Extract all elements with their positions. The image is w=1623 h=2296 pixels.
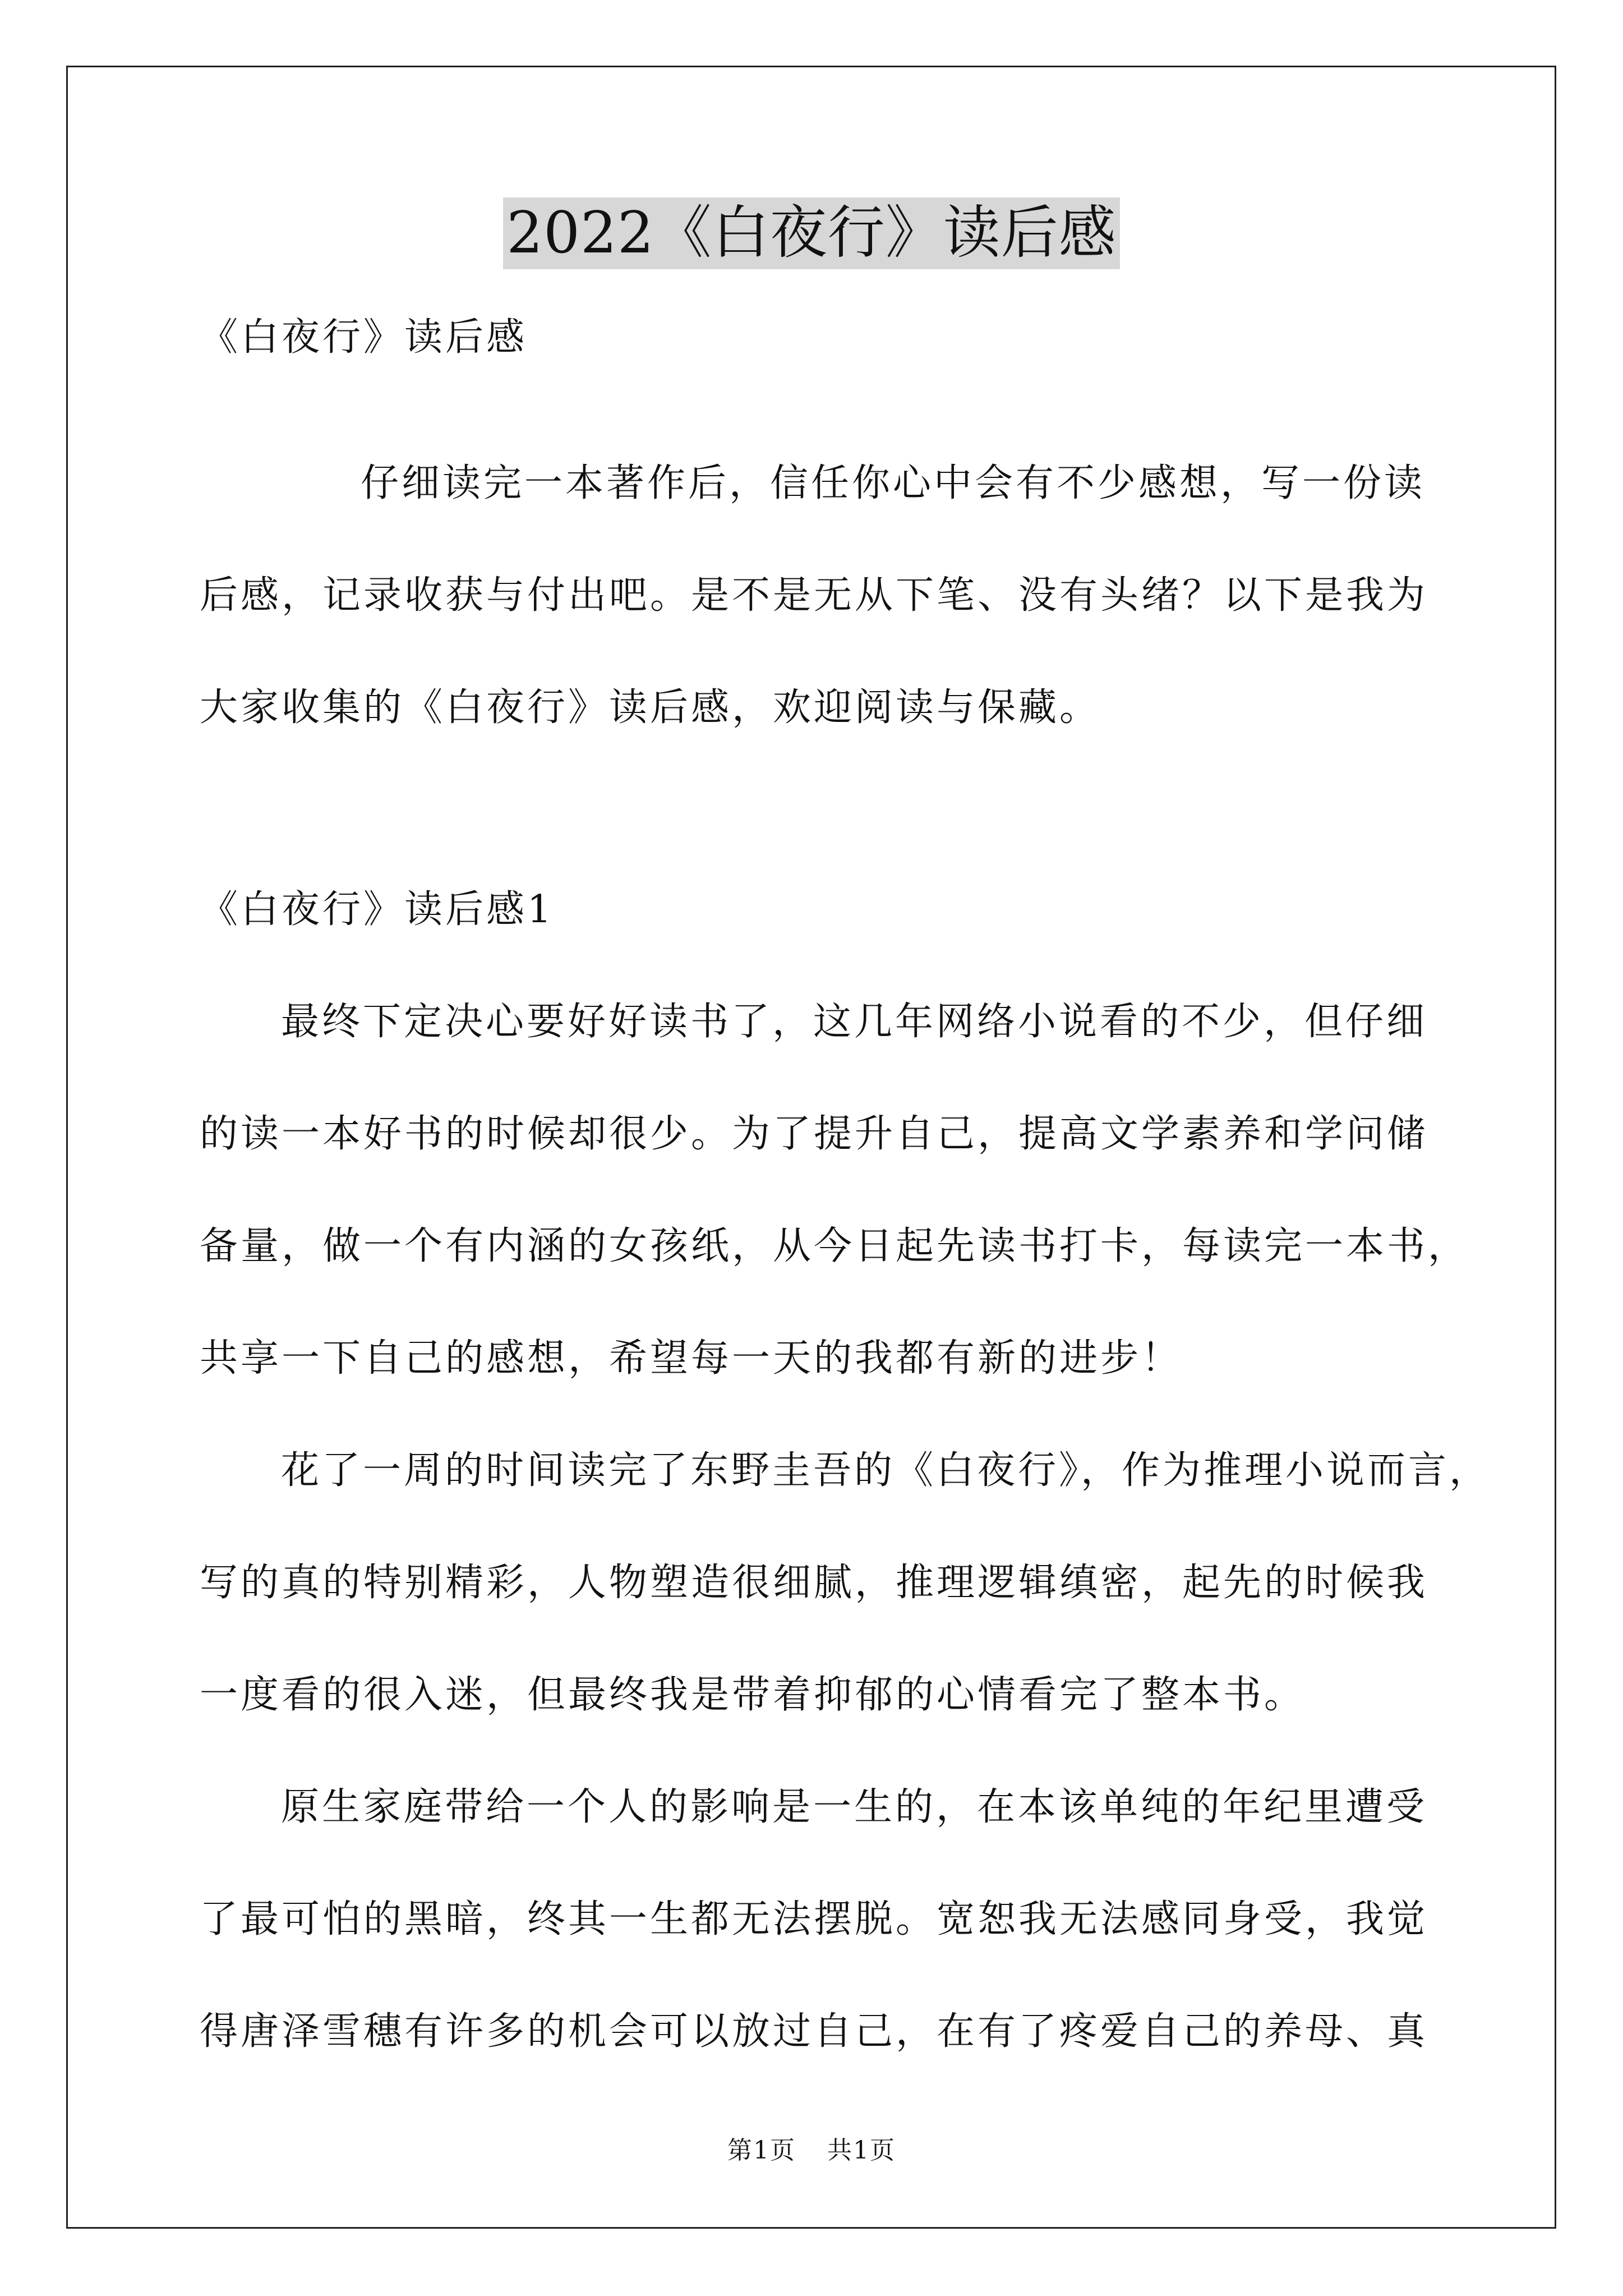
body-line-4: 共享一下自己的感想，希望每一天的我都有新的进步！ — [200, 1336, 1183, 1381]
body-line-8: 原生家庭带给一个人的影响是一生的，在本该单纯的年纪里遭受 — [281, 1785, 1428, 1829]
body-line-6: 写的真的特别精彩，人物塑造很细腻，推理逻辑缜密，起先的时候我 — [200, 1561, 1428, 1605]
body-line-7: 一度看的很入迷，但最终我是带着抑郁的心情看完了整本书。 — [200, 1673, 1306, 1717]
page-footer — [0, 2134, 1623, 2168]
intro-line-2: 后感，记录收获与付出吧。是不是无从下笔、没有头绪？以下是我为 — [200, 573, 1428, 618]
document-subtitle: 《白夜行》读后感 — [200, 315, 528, 360]
body-line-1: 最终下定决心要好好读书了，这几年网络小说看的不少，但仔细 — [281, 1000, 1428, 1044]
body-line-2: 的读一本好书的时候却很少。为了提升自己，提高文学素养和学问储 — [200, 1112, 1428, 1156]
intro-line-3: 大家收集的《白夜行》读后感，欢迎阅读与保藏。 — [200, 685, 1101, 730]
body-line-3: 备量，做一个有内涵的女孩纸，从今日起先读书打卡，每读完一本书， — [200, 1224, 1469, 1268]
title-container — [0, 197, 1623, 269]
body-line-9: 了最可怕的黑暗，终其一生都无法摆脱。宽恕我无法感同身受，我觉 — [200, 1897, 1428, 1941]
body-line-5: 花了一周的时间读完了东野圭吾的《白夜行》，作为推理小说而言， — [281, 1448, 1491, 1493]
body-line-10: 得唐泽雪穗有许多的机会可以放过自己，在有了疼爱自己的养母、真 — [200, 2009, 1428, 2054]
page-total: 共1页 — [827, 2136, 896, 2165]
page-number: 第1页 — [727, 2136, 796, 2165]
section-heading: 《白夜行》读后感1 — [200, 887, 555, 932]
intro-line-1: 仔细读完一本著作后，信任你心中会有不少感想，写一份读 — [361, 461, 1426, 505]
document-title: 2022《白夜行》读后感 — [503, 197, 1120, 269]
